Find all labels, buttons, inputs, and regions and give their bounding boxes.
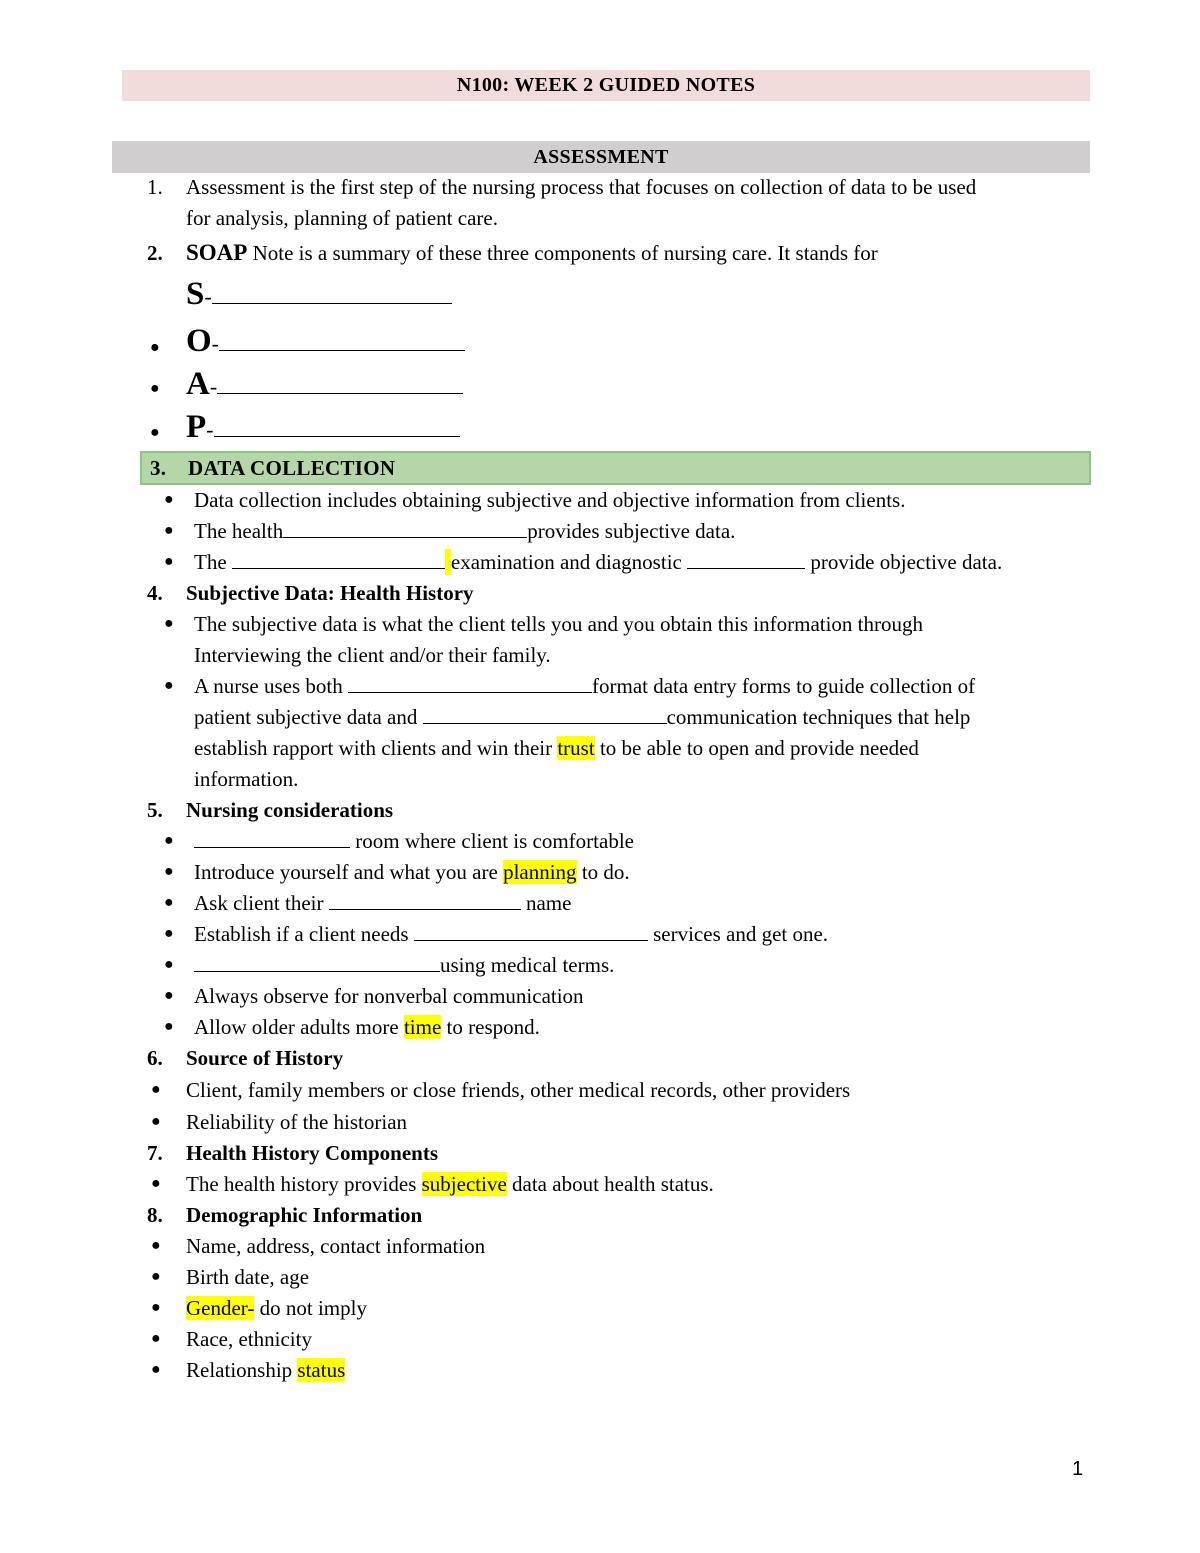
list-item: Client, family members or close friends, other medical records, other providers	[186, 1078, 851, 1102]
item-text: Note is a summary of these three components of nursing care. It stands for	[247, 241, 878, 265]
bullet-icon	[151, 1108, 161, 1136]
highlighted-word: time	[403, 1015, 442, 1039]
bullet-icon	[164, 548, 174, 576]
list-item: Gender- do not imply	[186, 1296, 367, 1320]
fill-in-blank	[214, 416, 460, 437]
list-item: Data collection includes obtaining subjective and objective information from clients.	[194, 488, 906, 512]
soap-line-p: P-	[186, 406, 460, 451]
fill-in-blank	[217, 373, 463, 394]
list-item-continuation: patient subjective data and communication techniques that help	[194, 705, 971, 729]
soap-letter: A	[186, 366, 210, 402]
list-item: Relationship status	[186, 1358, 346, 1382]
bullet-icon	[151, 1356, 161, 1384]
list-item-continuation: establish rapport with clients and win their trust to be able to open and provide needed	[194, 736, 919, 760]
bullet-icon	[164, 827, 174, 855]
soap-letter: S	[186, 276, 205, 312]
bullet-icon	[151, 1232, 161, 1260]
fill-in-blank	[212, 283, 452, 304]
bullet-icon	[164, 486, 174, 514]
list-item: The subjective data is what the client tells you and you obtain this information through	[194, 612, 924, 636]
highlighted-word: Gender-	[186, 1296, 255, 1320]
highlighted-word: planning	[503, 860, 577, 884]
fill-in-blank	[232, 548, 448, 569]
fill-in-blank	[194, 827, 350, 848]
bullet-icon	[164, 951, 174, 979]
list-item-continuation: Interviewing the client and/or their family.	[194, 643, 551, 667]
highlighted-word: subjective	[421, 1172, 507, 1196]
list-item: using medical terms.	[194, 951, 614, 979]
fill-in-blank	[329, 889, 521, 910]
list-item: The health provides subjective data.	[194, 519, 736, 543]
bullet-icon	[164, 610, 174, 638]
bullet-icon	[151, 1076, 161, 1104]
highlighted-word: status	[297, 1358, 346, 1382]
bullet-icon	[164, 517, 174, 545]
bullet-icon	[164, 672, 174, 700]
list-item: Always observe for nonverbal communication	[194, 984, 584, 1008]
bullet-icon	[164, 858, 174, 886]
bullet-icon	[164, 889, 174, 917]
fill-in-blank	[414, 920, 648, 941]
list-item: room where client is comfortable	[194, 827, 634, 855]
section-heading-components: 7. Health History Components	[147, 1141, 438, 1165]
page-number: 1	[1072, 1458, 1084, 1480]
soap-line-s: S-	[186, 273, 452, 318]
bullet-icon	[151, 1263, 161, 1291]
soap-letter: O	[186, 323, 212, 359]
soap-line-a: A-	[186, 363, 463, 408]
section-heading-demographic: 8. Demographic Information	[147, 1203, 423, 1227]
list-item: Race, ethnicity	[186, 1327, 312, 1351]
fill-in-blank	[348, 672, 592, 693]
item-text: Assessment is the first step of the nursing process that focuses on collection of data to be used	[186, 175, 977, 199]
list-item: The examination and diagnostic provide objective data.	[194, 550, 1003, 574]
bullet-icon	[164, 920, 174, 948]
item-1	[147, 173, 976, 201]
bullet-icon	[151, 1170, 161, 1198]
section-heading-assessment: ASSESSMENT	[112, 141, 1090, 173]
list-item-continuation: information.	[194, 767, 299, 791]
bullet-icon	[150, 334, 160, 362]
list-item: Establish if a client needs services and get one.	[194, 922, 829, 946]
list-item: Reliability of the historian	[186, 1110, 408, 1134]
bullet-icon	[164, 1013, 174, 1041]
list-item: Allow older adults more time to respond.	[194, 1015, 540, 1039]
fill-in-blank	[687, 548, 805, 569]
list-item: The health history provides subjective data about health status.	[186, 1172, 714, 1196]
section-heading-subjective: 4. Subjective Data: Health History	[147, 581, 474, 605]
highlighted-word: trust	[557, 736, 595, 760]
fill-in-blank	[283, 517, 527, 538]
item-2	[147, 239, 878, 267]
list-item: Introduce yourself and what you are planning to do.	[194, 860, 630, 884]
soap-term: SOAP	[186, 240, 248, 265]
soap-line-o: O-	[186, 320, 465, 365]
bullet-icon	[151, 1325, 161, 1353]
item-number: 1.	[147, 175, 163, 199]
section-heading-source: 6. Source of History	[147, 1046, 344, 1070]
section-heading-nursing: 5. Nursing considerations	[147, 798, 394, 822]
item-1-continuation: for analysis, planning of patient care.	[186, 206, 498, 230]
fill-in-blank	[423, 703, 667, 724]
item-number: 2.	[147, 241, 163, 265]
bullet-icon	[164, 982, 174, 1010]
fill-in-blank	[194, 951, 440, 972]
document-title: N100: WEEK 2 GUIDED NOTES	[122, 70, 1090, 101]
bullet-icon	[150, 375, 160, 403]
bullet-icon	[151, 1294, 161, 1322]
soap-letter: P	[186, 409, 207, 445]
list-item: A nurse uses both format data entry forms to guide collection of	[194, 674, 976, 698]
list-item: Birth date, age	[186, 1265, 310, 1289]
list-item: Ask client their name	[194, 891, 572, 915]
section-heading-data-collection: 3. DATA COLLECTION	[140, 451, 1091, 485]
list-item: Name, address, contact information	[186, 1234, 486, 1258]
fill-in-blank	[219, 330, 465, 351]
bullet-icon	[150, 419, 160, 447]
